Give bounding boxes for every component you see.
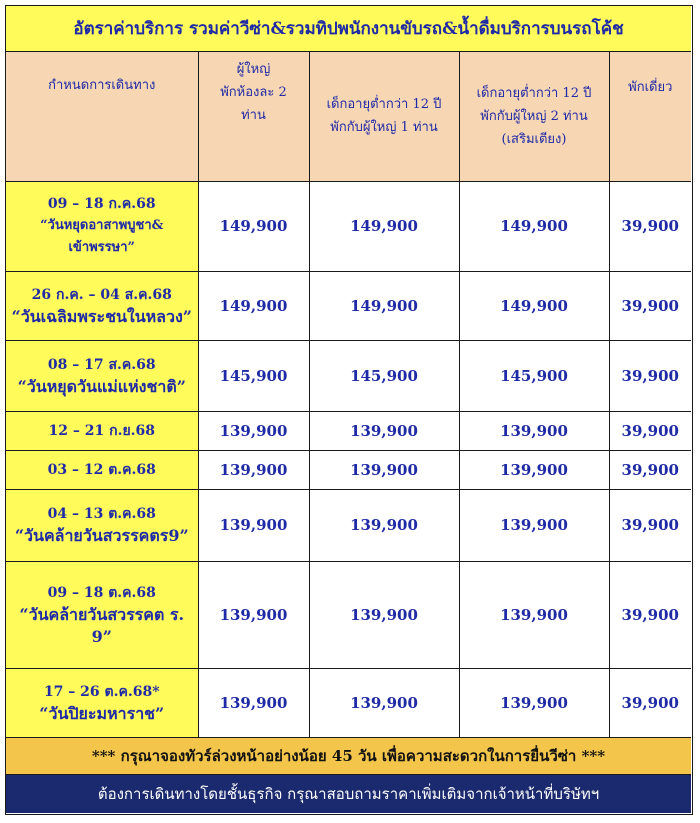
price-single: 39,900 (609, 561, 691, 668)
header-row (6, 52, 691, 181)
row-occasion: เข้าพรรษา” (68, 240, 135, 255)
price-single: 39,900 (609, 411, 691, 450)
table-row (6, 561, 691, 668)
price-single: 39,900 (609, 450, 691, 489)
price-single: 39,900 (609, 181, 691, 271)
price-child-one-adult: 145,900 (309, 340, 459, 411)
table-row (6, 340, 691, 411)
row-occasion: “วันคล้ายวันสวรรคตร9” (14, 526, 189, 545)
header-child-two-adults: เด็กอายุต่ำกว่า 12 ปี พักกับผู้ใหญ่ 2 ท่าน (เสริมเตียง) (459, 52, 609, 181)
row-date: 08 – 17 ส.ค.68 (47, 356, 156, 373)
price-child-one-adult: 139,900 (309, 411, 459, 450)
price-adult: 149,900 (198, 181, 309, 271)
price-adult: 139,900 (198, 411, 309, 450)
price-child-two-adults: 145,900 (459, 340, 609, 411)
price-child-two-adults: 139,900 (459, 668, 609, 738)
row-date: 26 ก.ค. – 04 ส.ค.68 (31, 286, 172, 303)
price-child-two-adults: 139,900 (459, 489, 609, 561)
price-title-text: อัตราค่าบริการ รวมค่าวีซ่า&รวมทิปพนักงานขับรถ&น้ำดื่มบริการบนรถโค้ช (73, 19, 624, 39)
price-adult: 139,900 (198, 450, 309, 489)
price-single: 39,900 (609, 489, 691, 561)
row-date-cell (6, 181, 198, 271)
price-child-two-adults: 139,900 (459, 411, 609, 450)
row-date-cell (6, 340, 198, 411)
row-date-cell (6, 561, 198, 668)
price-sheet (5, 5, 693, 815)
row-date-cell (6, 271, 198, 340)
table-row (6, 489, 691, 561)
price-adult: 139,900 (198, 668, 309, 738)
price-child-two-adults: 139,900 (459, 561, 609, 668)
price-adult: 139,900 (198, 561, 309, 668)
table-row (6, 450, 691, 489)
row-date: 09 – 18 ก.ค.68 (47, 196, 156, 212)
header-travel-date: กำหนดการเดินทาง (6, 52, 198, 181)
table-row (6, 411, 691, 450)
price-child-two-adults: 149,900 (459, 271, 609, 340)
table-row (6, 271, 691, 340)
business-class-footer-text: ต้องการเดินทางโดยชั้นธุรกิจ กรุณาสอบถามราคาเพิ่มเติมจากเจ้าหน้าที่บริษัทฯ (97, 785, 600, 803)
row-occasion: “วันหยุดอาสาพบูชา& (40, 218, 164, 233)
header-adult: ผู้ใหญ่ พักห้องละ 2 ท่าน (198, 52, 309, 181)
row-occasion: “วันหยุดวันแม่แห่งชาติ” (17, 376, 186, 396)
row-date-cell (6, 489, 198, 561)
row-occasion: “วันปิยะมหาราช” (39, 704, 165, 723)
row-date-cell (6, 668, 198, 738)
price-single: 39,900 (609, 668, 691, 738)
price-child-one-adult: 149,900 (309, 271, 459, 340)
table-row (6, 181, 691, 271)
price-adult: 149,900 (198, 271, 309, 340)
header-single: พักเดี่ยว (609, 52, 691, 181)
price-child-one-adult: 139,900 (309, 561, 459, 668)
price-child-one-adult: 149,900 (309, 181, 459, 271)
row-date: 12 – 21 ก.ย.68 (48, 422, 155, 439)
price-single: 39,900 (609, 271, 691, 340)
price-table (6, 52, 691, 739)
price-child-one-adult: 139,900 (309, 489, 459, 561)
row-date-cell (6, 411, 198, 450)
row-occasion: 9” (91, 626, 112, 646)
price-child-one-adult: 139,900 (309, 450, 459, 489)
row-date: 03 – 12 ต.ค.68 (47, 461, 156, 478)
header-child-one-adult: เด็กอายุต่ำกว่า 12 ปี พักกับผู้ใหญ่ 1 ท่าน (309, 52, 459, 181)
price-child-two-adults: 139,900 (459, 450, 609, 489)
price-adult: 145,900 (198, 340, 309, 411)
price-child-one-adult: 139,900 (309, 668, 459, 738)
row-occasion: “วันเฉลิมพระชนในหลวง” (11, 306, 192, 326)
price-title (6, 6, 691, 52)
business-class-footer (6, 775, 691, 813)
booking-notice-text: *** กรุณาจองทัวร์ล่วงหน้าอย่างน้อย 45 วัน เพื่อความสะดวกในการยื่นวีซ่า *** (91, 747, 606, 765)
price-adult: 139,900 (198, 489, 309, 561)
row-date-cell (6, 450, 198, 489)
booking-notice (6, 737, 691, 775)
table-row (6, 668, 691, 738)
row-date: 04 – 13 ต.ค.68 (47, 506, 156, 522)
price-child-two-adults: 149,900 (459, 181, 609, 271)
price-single: 39,900 (609, 340, 691, 411)
row-date: 09 – 18 ต.ค.68 (47, 584, 156, 601)
row-occasion: “วันคล้ายวันสวรรคต ร. (19, 604, 185, 624)
row-date: 17 – 26 ต.ค.68* (43, 684, 160, 700)
